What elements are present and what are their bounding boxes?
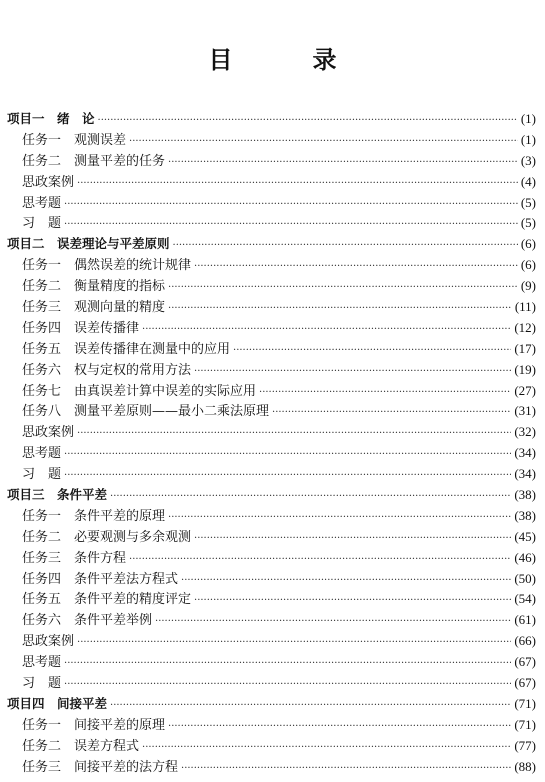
toc-entry-label: 习 题	[22, 216, 62, 232]
toc-entry-page-number: (71)	[514, 716, 536, 732]
toc-chapter-entry[interactable]	[7, 694, 536, 715]
toc-entry-label: 项目一 绪 论	[7, 111, 95, 126]
toc-section-entry[interactable]	[7, 464, 536, 485]
dot-leader	[194, 362, 511, 383]
dot-leader	[142, 320, 511, 341]
dot-leader	[64, 654, 511, 675]
dot-leader	[233, 341, 511, 362]
dot-leader	[168, 508, 511, 529]
toc-entry-page-number: (34)	[514, 445, 536, 461]
toc-section-entry[interactable]	[7, 548, 536, 569]
toc-entry-page-number: (67)	[514, 654, 536, 670]
dot-leader	[64, 445, 511, 466]
dot-leader	[129, 132, 518, 153]
toc-entry-label: 任务一 间接平差的原理	[22, 717, 166, 733]
dot-leader	[194, 257, 518, 278]
dot-leader	[110, 696, 511, 717]
dot-leader	[272, 403, 511, 424]
toc-entry-label: 任务一 条件平差的原理	[22, 508, 166, 524]
toc-section-entry[interactable]	[7, 401, 536, 422]
toc-chapter-entry[interactable]	[7, 485, 536, 506]
dot-leader	[64, 215, 518, 236]
toc-entry-page-number: (4)	[520, 173, 536, 189]
dot-leader	[64, 195, 518, 216]
dot-leader	[142, 738, 511, 759]
dot-leader	[64, 675, 511, 696]
dot-leader	[173, 236, 518, 257]
toc-entry-page-number: (34)	[514, 466, 536, 482]
toc-section-entry[interactable]	[7, 360, 536, 381]
toc-entry-page-number: (61)	[514, 612, 536, 628]
toc-entry-label: 任务四 条件平差法方程式	[22, 571, 179, 587]
toc-entry-label: 任务三 条件方程	[22, 550, 127, 566]
toc-section-entry[interactable]	[7, 736, 536, 757]
toc-entry-label: 任务五 误差传播律在测量中的应用	[22, 341, 231, 357]
dot-leader	[259, 383, 511, 404]
toc-entry-page-number: (45)	[514, 528, 536, 544]
toc-section-entry[interactable]	[7, 569, 536, 590]
toc-entry-label: 思政案例	[22, 174, 75, 190]
toc-section-entry[interactable]	[7, 631, 536, 652]
dot-leader	[168, 717, 511, 738]
toc-entry-label: 任务四 误差传播律	[22, 320, 140, 336]
toc-section-entry[interactable]	[7, 130, 536, 151]
toc-entry-page-number: (77)	[514, 737, 536, 753]
toc-section-entry[interactable]	[7, 589, 536, 610]
toc-entry-label: 任务一 观测误差	[22, 132, 127, 148]
toc-entry-label: 任务二 必要观测与多余观测	[22, 529, 192, 545]
toc-entry-label: 任务七 由真误差计算中误差的实际应用	[22, 383, 257, 399]
toc-section-entry[interactable]	[7, 673, 536, 694]
toc-section-entry[interactable]	[7, 318, 536, 339]
toc-section-entry[interactable]	[7, 276, 536, 297]
toc-entry-page-number: (50)	[514, 570, 536, 586]
toc-section-entry[interactable]	[7, 422, 536, 443]
toc-entry-label: 任务三 间接平差的法方程	[22, 759, 179, 775]
toc-section-entry[interactable]	[7, 652, 536, 673]
toc-section-entry[interactable]	[7, 715, 536, 736]
toc-entry-page-number: (11)	[514, 299, 536, 315]
toc-entry-page-number: (66)	[514, 633, 536, 649]
toc-entry-label: 思考题	[22, 446, 62, 462]
toc-entry-label: 项目四 间接平差	[7, 695, 108, 711]
toc-entry-label: 思考题	[22, 655, 62, 671]
toc-section-entry[interactable]	[7, 172, 536, 193]
toc-entry-label: 任务三 观测向量的精度	[22, 300, 166, 316]
toc-entry-page-number: (88)	[514, 758, 536, 774]
toc-section-entry[interactable]	[7, 527, 536, 548]
toc-section-entry[interactable]	[7, 381, 536, 402]
toc-entry-label: 任务二 衡量精度的指标	[22, 279, 166, 295]
toc-entry-page-number: (1)	[520, 131, 536, 147]
toc-entry-page-number: (67)	[514, 675, 536, 691]
toc-section-entry[interactable]	[7, 193, 536, 214]
dot-leader	[77, 424, 511, 445]
toc-entry-page-number: (38)	[514, 507, 536, 523]
toc-entry-page-number: (6)	[520, 257, 536, 273]
toc-entry-label: 任务二 误差方程式	[22, 738, 140, 754]
toc-section-entry[interactable]	[7, 213, 536, 234]
toc-entry-label: 思政案例	[22, 634, 75, 650]
toc-entry-page-number: (5)	[520, 215, 536, 231]
toc-section-entry[interactable]	[7, 610, 536, 631]
toc-chapter-entry[interactable]	[7, 109, 536, 130]
dot-leader	[64, 466, 511, 487]
dot-leader	[168, 153, 518, 174]
dot-leader	[155, 612, 511, 633]
dot-leader	[168, 278, 518, 299]
dot-leader	[194, 529, 511, 550]
dot-leader	[110, 487, 511, 508]
toc-entry-page-number: (32)	[514, 424, 536, 440]
toc-section-entry[interactable]	[7, 255, 536, 276]
toc-entry-page-number: (17)	[514, 340, 536, 356]
toc-entry-page-number: (12)	[514, 319, 536, 335]
toc-entry-label: 思政案例	[22, 425, 75, 441]
toc-entry-label: 任务五 条件平差的精度评定	[22, 592, 192, 608]
toc-entry-label: 任务一 偶然误差的统计规律	[22, 258, 192, 274]
toc-entry-label: 任务六 条件平差举例	[22, 613, 153, 629]
toc-entry-label: 习 题	[22, 467, 62, 483]
toc-entry-page-number: (46)	[514, 549, 536, 565]
dot-leader	[77, 633, 511, 654]
toc-entry-label: 思考题	[22, 195, 62, 211]
dot-leader	[98, 111, 518, 132]
toc-entry-page-number: (3)	[520, 152, 536, 168]
toc-entry-label: 任务二 测量平差的任务	[22, 153, 166, 169]
toc-section-entry[interactable]	[7, 757, 536, 778]
toc-entry-page-number: (19)	[514, 361, 536, 377]
toc-section-entry[interactable]	[7, 339, 536, 360]
toc-entry-page-number: (31)	[514, 403, 536, 419]
toc-entry-label: 任务八 测量平差原则——最小二乘法原理	[22, 404, 270, 420]
toc-section-entry[interactable]	[7, 297, 536, 318]
toc-section-entry[interactable]	[7, 506, 536, 527]
toc-entry-page-number: (1)	[520, 111, 536, 126]
toc-entry-label: 习 题	[22, 676, 62, 692]
toc-entry-page-number: (38)	[514, 487, 536, 503]
toc-entry-page-number: (27)	[514, 382, 536, 398]
dot-leader	[194, 591, 511, 612]
toc-entry-page-number: (6)	[520, 236, 536, 252]
toc-entry-page-number: (71)	[514, 695, 536, 711]
toc-entry-page-number: (9)	[520, 278, 536, 294]
toc-chapter-entry[interactable]	[7, 234, 536, 255]
page-title: 目 录	[208, 46, 365, 74]
dot-leader	[181, 759, 511, 780]
toc-section-entry[interactable]	[7, 151, 536, 172]
dot-leader	[168, 299, 512, 320]
toc-entry-page-number: (5)	[520, 194, 536, 210]
toc-entry-page-number: (54)	[514, 591, 536, 607]
table-of-contents	[7, 109, 536, 778]
dot-leader	[181, 571, 511, 592]
toc-entry-label: 项目二 误差理论与平差原则	[7, 236, 170, 252]
dot-leader	[77, 174, 518, 195]
toc-entry-label: 任务六 权与定权的常用方法	[22, 362, 192, 378]
toc-entry-label: 项目三 条件平差	[7, 487, 108, 503]
toc-section-entry[interactable]	[7, 443, 536, 464]
dot-leader	[129, 550, 511, 571]
